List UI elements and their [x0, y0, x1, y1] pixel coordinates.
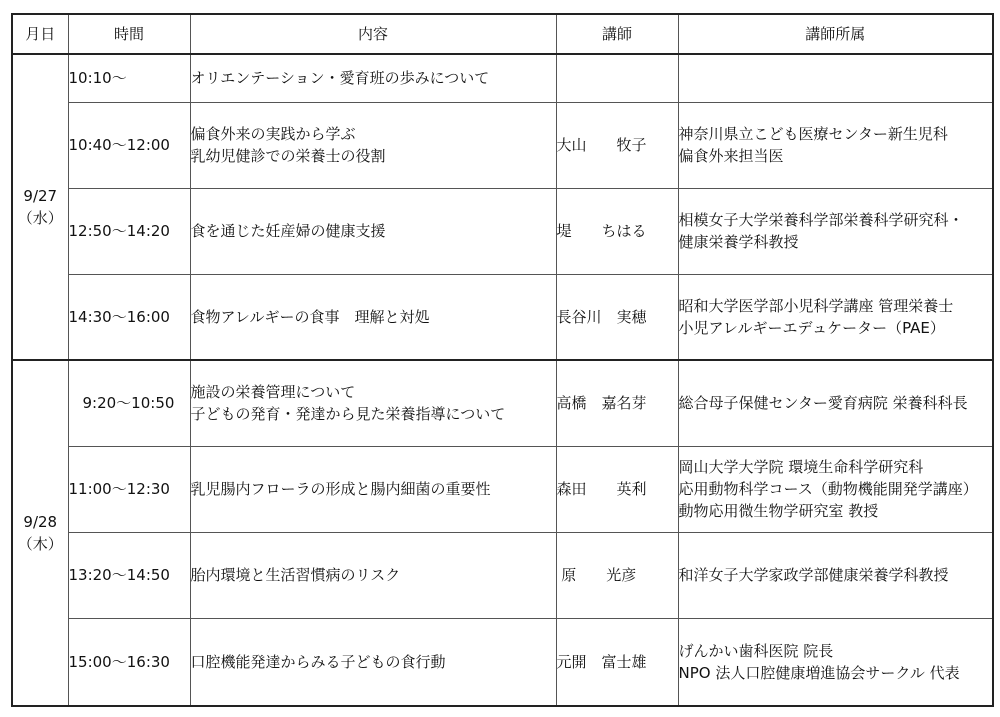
time-cell: 13:20～14:50 — [68, 532, 190, 618]
affiliation-cell: 相模女子大学栄養科学部栄養科学研究科・ 健康栄養学科教授 — [678, 188, 993, 274]
time-cell: 11:00～12:30 — [68, 446, 190, 532]
affiliation-cell: 総合母子保健センター愛育病院 栄養科科長 — [678, 360, 993, 446]
table-row — [12, 360, 993, 446]
date-cell — [12, 54, 68, 360]
lecturer-cell: 堤 ちはる — [556, 188, 678, 274]
time-cell: 9:20～10:50 — [68, 360, 190, 446]
lecturer-cell: 長谷川 実穂 — [556, 274, 678, 360]
time-cell: 12:50～14:20 — [68, 188, 190, 274]
date-label: 9/28 — [23, 513, 58, 531]
time-cell: 14:30～16:00 — [68, 274, 190, 360]
lecturer-cell: 高橋 嘉名芽 — [556, 360, 678, 446]
lecturer-cell: 大山 牧子 — [556, 102, 678, 188]
header-affiliation: 講師所属 — [678, 14, 993, 54]
lecturer-cell: 元開 富士雄 — [556, 618, 678, 706]
title-cell: 施設の栄養管理について 子どもの発育・発達から見た栄養指導について — [190, 360, 556, 446]
title-cell: 口腔機能発達からみる子どもの食行動 — [190, 618, 556, 706]
header-date: 月日 — [12, 14, 68, 54]
title-cell: 乳児腸内フローラの形成と腸内細菌の重要性 — [190, 446, 556, 532]
date-cell — [12, 360, 68, 706]
header-content: 内容 — [190, 14, 556, 54]
lecturer-cell: 原 光彦 — [556, 532, 678, 618]
table-row — [12, 188, 993, 274]
table-row — [12, 618, 993, 706]
table-row — [12, 54, 993, 102]
lecturer-cell — [556, 54, 678, 102]
header-time: 時間 — [68, 14, 190, 54]
table-row — [12, 274, 993, 360]
title-cell: 胎内環境と生活習慣病のリスク — [190, 532, 556, 618]
time-cell: 10:40～12:00 — [68, 102, 190, 188]
header-lecturer: 講師 — [556, 14, 678, 54]
affiliation-cell: 和洋女子大学家政学部健康栄養学科教授 — [678, 532, 993, 618]
title-cell: 食を通じた妊産婦の健康支援 — [190, 188, 556, 274]
affiliation-cell: げんかい歯科医院 院長 NPO 法人口腔健康増進協会サークル 代表 — [678, 618, 993, 706]
time-cell: 10:10～ — [68, 54, 190, 102]
time-cell: 15:00～16:30 — [68, 618, 190, 706]
table-row — [12, 102, 993, 188]
affiliation-cell: 神奈川県立こども医療センター新生児科 偏食外来担当医 — [678, 102, 993, 188]
affiliation-cell: 昭和大学医学部小児科学講座 管理栄養士 小児アレルギーエデュケーター（PAE） — [678, 274, 993, 360]
schedule-table — [11, 13, 994, 707]
affiliation-cell — [678, 54, 993, 102]
table-row — [12, 532, 993, 618]
title-cell: オリエンテーション・愛育班の歩みについて — [190, 54, 556, 102]
weekday-label: （木） — [17, 535, 63, 553]
lecturer-cell: 森田 英利 — [556, 446, 678, 532]
affiliation-cell: 岡山大学大学院 環境生命科学研究科 応用動物科学コース（動物機能開発学講座） 動物応用微生物学研究室 教授 — [678, 446, 993, 532]
table-row — [12, 446, 993, 532]
header-row — [12, 14, 993, 54]
title-cell: 食物アレルギーの食事 理解と対処 — [190, 274, 556, 360]
date-label: 9/27 — [23, 187, 58, 205]
weekday-label: （水） — [17, 209, 63, 227]
title-cell: 偏食外来の実践から学ぶ 乳幼児健診での栄養士の役割 — [190, 102, 556, 188]
